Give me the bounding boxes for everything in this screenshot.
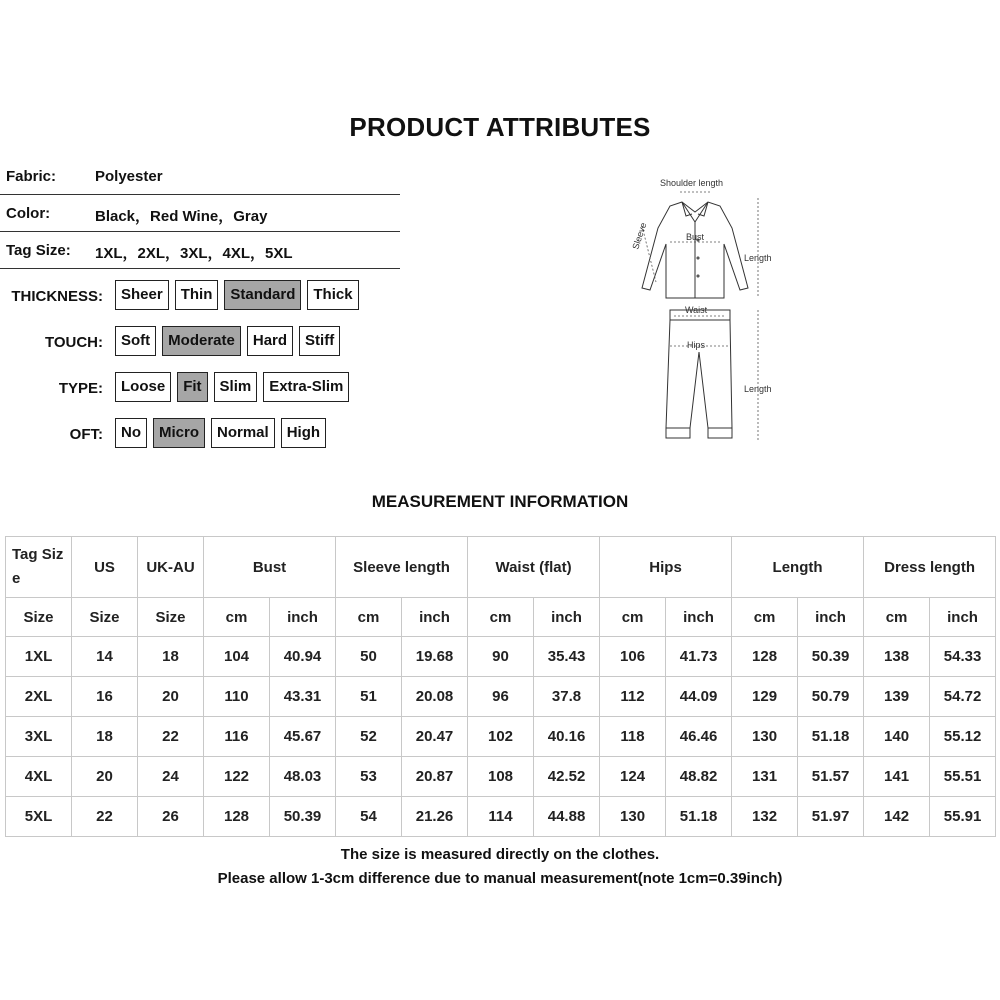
table-cell: 45.67 [270, 717, 336, 757]
diagram-label-shoulder: Shoulder length [660, 178, 724, 188]
table-cell: 138 [864, 637, 930, 677]
scale-option: Standard [224, 280, 301, 310]
note-measured: The size is measured directly on the clothes. [340, 846, 660, 863]
table-cell: 22 [72, 797, 138, 837]
diagram-label-waist: Waist [685, 305, 708, 315]
scale-options [115, 280, 359, 310]
table-cell: 55.91 [930, 797, 996, 837]
attribute-label: Color: [6, 205, 51, 222]
table-cell: 54 [336, 797, 402, 837]
attribute-label: Fabric: [6, 168, 57, 185]
table-unit-cell: cm [864, 598, 930, 637]
table-cell: 108 [468, 757, 534, 797]
scale-option: Fit [177, 372, 207, 402]
attribute-label: Tag Size: [6, 242, 71, 259]
divider [0, 268, 400, 269]
table-cell: 51.18 [798, 717, 864, 757]
table-header-cell: UK-AU [138, 537, 204, 598]
table-header-cell: Length [732, 537, 864, 598]
table-cell: 22 [138, 717, 204, 757]
divider [0, 231, 400, 232]
table-cell: 132 [732, 797, 798, 837]
scale-option: Sheer [115, 280, 169, 310]
table-cell: 114 [468, 797, 534, 837]
table-cell: 50.39 [798, 637, 864, 677]
table-cell: 55.51 [930, 757, 996, 797]
table-cell: 37.8 [534, 677, 600, 717]
table-header-cell: US [72, 537, 138, 598]
table-cell: 50.39 [270, 797, 336, 837]
attribute-value: 1XL，2XL，3XL，4XL，5XL [95, 245, 293, 262]
scale-label: THICKNESS: [11, 288, 103, 305]
table-cell: 48.82 [666, 757, 732, 797]
table-cell: 53 [336, 757, 402, 797]
table-cell: 102 [468, 717, 534, 757]
measurement-title: MEASUREMENT INFORMATION [371, 492, 629, 511]
table-cell: 43.31 [270, 677, 336, 717]
table-cell: 4XL [6, 757, 72, 797]
table-cell: 128 [204, 797, 270, 837]
table-header-cell: Dress length [864, 537, 996, 598]
table-cell: 40.16 [534, 717, 600, 757]
table-cell: 35.43 [534, 637, 600, 677]
table-cell: 130 [600, 797, 666, 837]
table-cell: 51.18 [666, 797, 732, 837]
table-cell: 2XL [6, 677, 72, 717]
table-cell: 122 [204, 757, 270, 797]
table-cell: 141 [864, 757, 930, 797]
table-cell: 128 [732, 637, 798, 677]
divider [0, 194, 400, 195]
table-cell: 106 [600, 637, 666, 677]
attribute-color [0, 205, 400, 241]
attribute-fabric [0, 168, 400, 204]
diagram-label-sleeve: Sleeve [630, 221, 649, 251]
table-unit-cell: cm [468, 598, 534, 637]
table-cell: 20.08 [402, 677, 468, 717]
scale-option: Stiff [299, 326, 340, 356]
attribute-value: Polyester [95, 168, 163, 185]
scale-option: Loose [115, 372, 171, 402]
table-cell: 3XL [6, 717, 72, 757]
scale-option: Soft [115, 326, 156, 356]
table-cell: 21.26 [402, 797, 468, 837]
table-cell: 44.09 [666, 677, 732, 717]
attribute-tag-size [0, 242, 400, 278]
table-cell: 130 [732, 717, 798, 757]
table-cell: 116 [204, 717, 270, 757]
scale-option: High [281, 418, 326, 448]
table-row [6, 757, 996, 797]
table-cell: 55.12 [930, 717, 996, 757]
table-cell: 54.72 [930, 677, 996, 717]
shirt-outline [642, 202, 748, 298]
scale-option: Hard [247, 326, 293, 356]
table-cell: 110 [204, 677, 270, 717]
page-title: PRODUCT ATTRIBUTES [349, 112, 651, 142]
table-cell: 50.79 [798, 677, 864, 717]
table-cell: 44.88 [534, 797, 600, 837]
table-cell: 50 [336, 637, 402, 677]
table-cell: 96 [468, 677, 534, 717]
table-cell: 131 [732, 757, 798, 797]
table-cell: 52 [336, 717, 402, 757]
garment-measurement-diagram [620, 170, 800, 450]
table-cell: 112 [600, 677, 666, 717]
table-unit-row [6, 598, 996, 637]
scale-options [115, 326, 340, 356]
measure-lines [642, 192, 758, 440]
table-unit-cell: cm [732, 598, 798, 637]
table-cell: 1XL [6, 637, 72, 677]
table-cell: 5XL [6, 797, 72, 837]
scale-option: Normal [211, 418, 275, 448]
table-unit-cell: inch [402, 598, 468, 637]
table-unit-cell: inch [534, 598, 600, 637]
scale-option: Thin [175, 280, 219, 310]
table-unit-cell: Size [72, 598, 138, 637]
table-cell: 42.52 [534, 757, 600, 797]
table-cell: 90 [468, 637, 534, 677]
table-cell: 18 [72, 717, 138, 757]
table-header-cell: Hips [600, 537, 732, 598]
table-cell: 142 [864, 797, 930, 837]
table-header-cell: Tag Size [6, 537, 72, 598]
table-unit-cell: cm [336, 598, 402, 637]
table-unit-cell: Size [138, 598, 204, 637]
scale-option: No [115, 418, 147, 448]
table-header-row [6, 537, 996, 598]
table-row [6, 717, 996, 757]
table-unit-cell: Size [6, 598, 72, 637]
table-row [6, 637, 996, 677]
attribute-value: Black，Red Wine，Gray [95, 208, 268, 225]
table-header-cell: Bust [204, 537, 336, 598]
scale-option: Thick [307, 280, 358, 310]
table-cell: 20 [72, 757, 138, 797]
diagram-label-bust: Bust [686, 232, 705, 242]
table-cell: 14 [72, 637, 138, 677]
pants-outline [666, 310, 732, 438]
table-cell: 124 [600, 757, 666, 797]
measurement-table [5, 536, 996, 837]
scale-option: Slim [214, 372, 258, 402]
diagram-label-top-length: Length [744, 253, 772, 263]
table-cell: 40.94 [270, 637, 336, 677]
scale-option: Moderate [162, 326, 241, 356]
table-unit-cell: cm [600, 598, 666, 637]
table-row [6, 797, 996, 837]
note-difference: Please allow 1-3cm difference due to manual measurement(note 1cm=0.39inch) [217, 870, 783, 887]
table-cell: 118 [600, 717, 666, 757]
table-cell: 20.87 [402, 757, 468, 797]
table-cell: 26 [138, 797, 204, 837]
table-cell: 104 [204, 637, 270, 677]
table-cell: 19.68 [402, 637, 468, 677]
scale-options [115, 372, 349, 402]
table-unit-cell: inch [666, 598, 732, 637]
table-cell: 18 [138, 637, 204, 677]
table-cell: 140 [864, 717, 930, 757]
table-cell: 129 [732, 677, 798, 717]
table-cell: 51 [336, 677, 402, 717]
table-cell: 46.46 [666, 717, 732, 757]
table-cell: 20.47 [402, 717, 468, 757]
table-unit-cell: inch [798, 598, 864, 637]
scale-label: OFT: [69, 426, 103, 443]
table-row [6, 677, 996, 717]
table-cell: 139 [864, 677, 930, 717]
table-header-cell: Sleeve length [336, 537, 468, 598]
table-unit-cell: inch [930, 598, 996, 637]
diagram-label-hips: Hips [687, 340, 706, 350]
scale-options [115, 418, 326, 448]
scale-option: Extra-Slim [263, 372, 349, 402]
table-cell: 41.73 [666, 637, 732, 677]
table-header-cell: Waist (flat) [468, 537, 600, 598]
diagram-label-pants-length: Length [744, 384, 772, 394]
table-cell: 54.33 [930, 637, 996, 677]
table-cell: 51.97 [798, 797, 864, 837]
table-cell: 24 [138, 757, 204, 797]
scale-label: TOUCH: [44, 334, 103, 351]
table-cell: 16 [72, 677, 138, 717]
table-cell: 48.03 [270, 757, 336, 797]
table-unit-cell: inch [270, 598, 336, 637]
scale-label: TYPE: [58, 380, 103, 397]
table-cell: 20 [138, 677, 204, 717]
table-unit-cell: cm [204, 598, 270, 637]
table-cell: 51.57 [798, 757, 864, 797]
scale-option: Micro [153, 418, 205, 448]
